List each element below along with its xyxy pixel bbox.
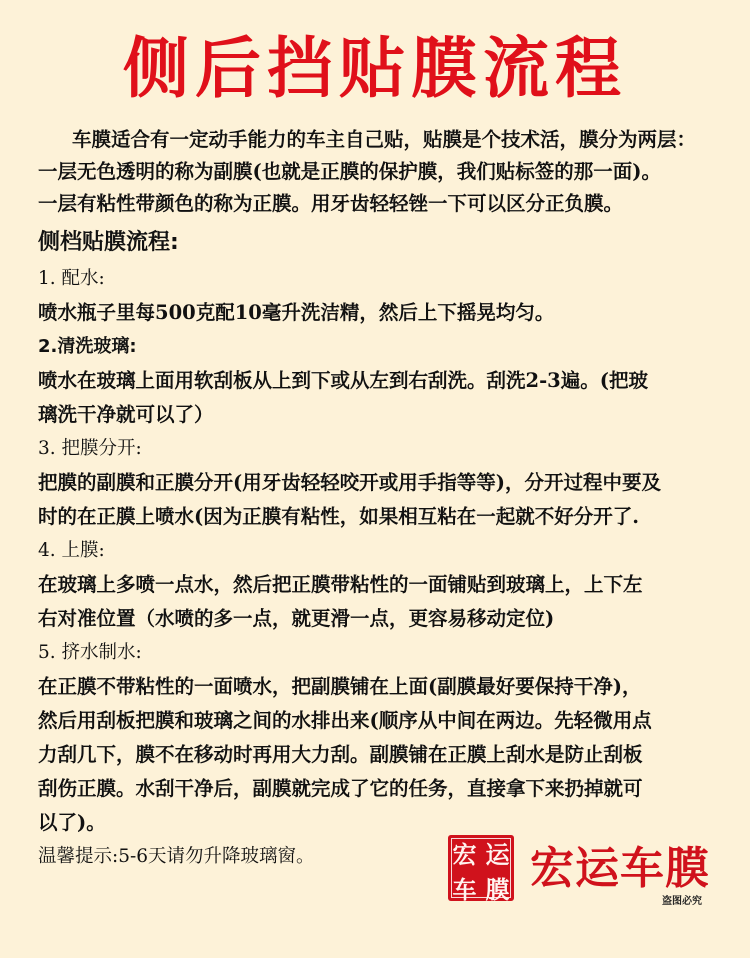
intro-line: 一层有粘性带颜色的称为正膜。用牙齿轻轻锉一下可以区分正负膜。 — [38, 192, 624, 215]
step-text: 在玻璃上多喷一点水，然后把正膜带粘性的一面铺贴到玻璃上，上下左 — [38, 573, 643, 596]
intro-line: 一层无色透明的称为副膜(也就是正膜的保护膜，我们贴标签的那一面)。 — [38, 160, 661, 183]
step-text: 在正膜不带粘性的一面喷水，把副膜铺在上面(副膜最好要保持干净)， — [38, 675, 642, 698]
step-label: 4. 上膜: — [38, 540, 105, 561]
intro-line: 车膜适合有一定动手能力的车主自己贴，贴膜是个技术活，膜分为两层： — [72, 128, 697, 151]
page-title: 侧后挡贴膜流程 — [123, 29, 627, 107]
watermark-notice: 盗图必究 — [662, 896, 702, 907]
step-text: 时的在正膜上喷水(因为正膜有粘性，如果相互粘在一起就不好分开了. — [38, 505, 640, 528]
step-text: 然后用刮板把膜和玻璃之间的水排出来(顺序从中间在两边。先轻微用点 — [38, 709, 652, 732]
content — [38, 124, 718, 874]
step-text: 喷水在玻璃上面用软刮板从上到下或从左到右刮洗。刮洗2-3遍。(把玻 — [38, 369, 648, 392]
step-text: 璃洗干净就可以了） — [38, 403, 214, 426]
brand-logo-text: 宏运车膜 — [530, 843, 710, 894]
step-text: 力刮几下，膜不在移动时再用大力刮。副膜铺在正膜上刮水是防止刮板 — [38, 743, 643, 766]
step-label: 3. 把膜分开: — [38, 438, 142, 459]
seal-char: 车 — [452, 875, 477, 904]
step-label: 5. 挤水制水: — [38, 642, 142, 663]
seal-char: 膜 — [485, 875, 510, 904]
step-text: 把膜的副膜和正膜分开(用牙齿轻轻咬开或用手指等等)，分开过程中要及 — [38, 471, 661, 494]
tip-note: 温馨提示:5-6天请勿升降玻璃窗。 — [38, 846, 315, 867]
step-text: 右对准位置（水喷的多一点，就更滑一点，更容易移动定位) — [38, 607, 555, 630]
step-text: 喷水瓶子里每500克配10毫升洗洁精，然后上下摇晃均匀。 — [38, 301, 555, 324]
step-label: 1. 配水: — [38, 268, 105, 289]
step-text: 刮伤正膜。水刮干净后，副膜就完成了它的任务，直接拿下来扔掉就可 — [38, 777, 643, 800]
seal-char: 宏 — [452, 840, 477, 869]
step-label: 2.清洗玻璃: — [38, 336, 137, 357]
step-text: 以了)。 — [38, 811, 106, 834]
brand-seal — [448, 835, 514, 904]
seal-char: 运 — [485, 840, 510, 869]
section-heading: 侧档贴膜流程: — [38, 230, 179, 255]
